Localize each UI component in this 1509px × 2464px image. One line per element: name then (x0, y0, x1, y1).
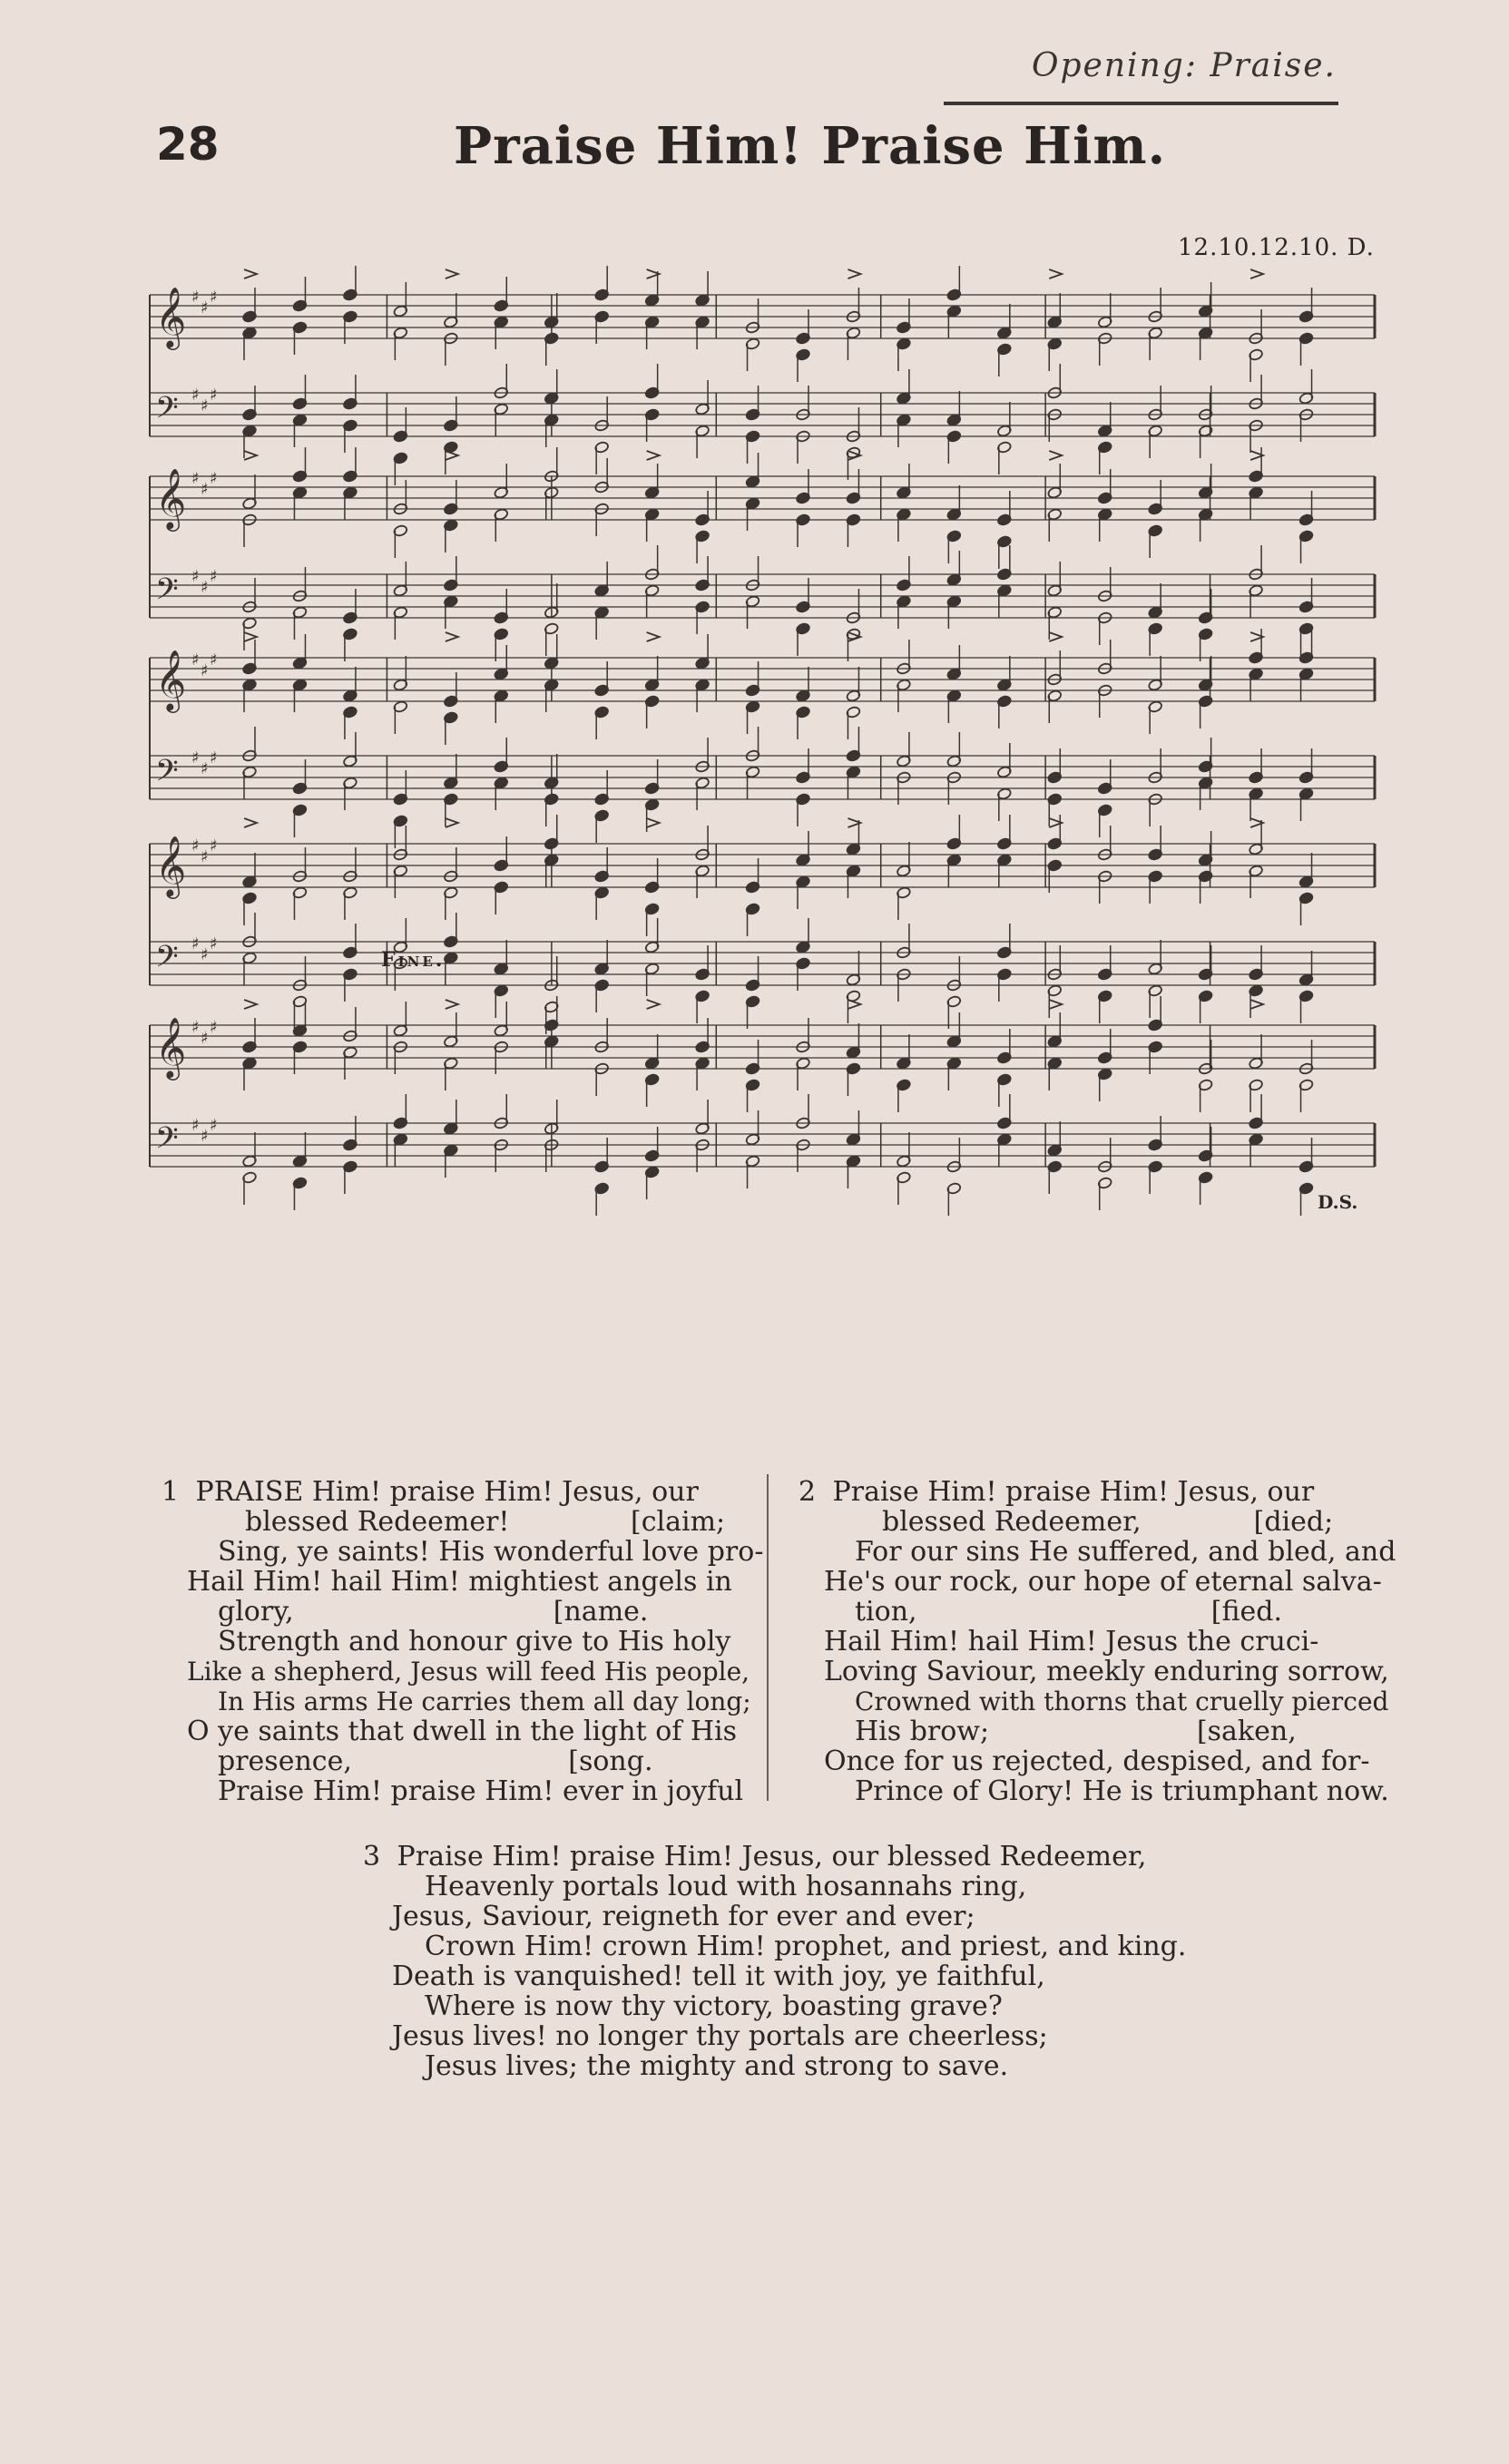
sharp-icon: ♯ (210, 386, 218, 405)
hymn-number: 28 (156, 118, 220, 171)
sharp-icon: ♯ (191, 469, 200, 488)
treble-clef-icon: 𝄞 (155, 835, 187, 896)
verse-line: His brow; [saken, (855, 1716, 1297, 1747)
verse-2 (799, 1476, 1396, 1807)
accent-mark (647, 1000, 660, 1009)
sharp-icon: ♯ (201, 661, 209, 680)
verse-3 (363, 1842, 1270, 2081)
sharp-icon: ♯ (210, 836, 218, 856)
sharp-icon: ♯ (210, 650, 218, 670)
ds-label: D.S. (1318, 1191, 1358, 1213)
accent-mark (647, 632, 660, 641)
verse-line: presence, [song. (218, 1745, 653, 1777)
bass-clef-icon: 𝄢 (155, 1121, 179, 1163)
sharp-icon: ♯ (191, 288, 200, 307)
verse-line: blessed Redeemer! [claim; (245, 1506, 726, 1538)
meter-label: 12.10.12.10. D. (1178, 234, 1375, 261)
accent-mark (647, 818, 660, 827)
verse-line (162, 1477, 742, 1507)
verse-line: Praise Him! praise Him! ever in joyful (218, 1775, 744, 1807)
accent-mark (1049, 451, 1062, 460)
verse-line: Jesus, Saviour, reigneth for ever and ever; (392, 1901, 975, 1932)
verse-line: Hail Him! hail Him! Jesus the cruci- (824, 1626, 1319, 1657)
accent-mark (446, 818, 458, 827)
sharp-icon: ♯ (191, 934, 200, 953)
sharp-icon: ♯ (191, 1116, 200, 1135)
accent-mark (1250, 269, 1263, 279)
verse-text: Praise Him! praise Him! Jesus, our blessed Redeemer, (397, 1841, 1147, 1872)
verse-line: Jesus lives! no longer thy portals are cheerless; (392, 2020, 1048, 2052)
bass-clef-icon: 𝄢 (155, 572, 179, 614)
verse-line (363, 1842, 1270, 1872)
sharp-icon: ♯ (201, 759, 209, 778)
accent-mark (1250, 1000, 1263, 1009)
verse-line: Loving Saviour, meekly enduring sorrow, (824, 1656, 1389, 1687)
sharp-icon: ♯ (201, 847, 209, 866)
sharp-icon: ♯ (191, 386, 200, 405)
sharp-icon: ♯ (210, 567, 218, 586)
sharp-icon: ♯ (210, 748, 218, 768)
verse-line: O ye saints that dwell in the light of His (187, 1716, 738, 1747)
verse-line: Prince of Glory! He is triumphant now. (855, 1775, 1389, 1807)
sharp-icon: ♯ (191, 1018, 200, 1037)
accent-mark (446, 1000, 458, 1009)
verse-line: He's our rock, our hope of eternal salva- (824, 1566, 1382, 1598)
section-heading: Opening: Praise. (1032, 47, 1337, 84)
sharp-icon: ♯ (210, 934, 218, 953)
sharp-icon: ♯ (201, 480, 209, 499)
treble-clef-icon: 𝄞 (155, 1016, 187, 1078)
sharp-icon: ♯ (201, 945, 209, 964)
treble-clef-icon: 𝄞 (155, 467, 187, 529)
verse-line: For our sins He suffered, and bled, and (855, 1536, 1396, 1568)
verse-line: Like a shepherd, Jesus will feed His people, (187, 1657, 750, 1687)
accent-mark (1049, 269, 1062, 279)
sharp-icon: ♯ (191, 836, 200, 856)
verse-line: Once for us rejected, despised, and for- (824, 1745, 1370, 1777)
sharp-icon: ♯ (201, 1029, 209, 1048)
sharp-icon: ♯ (191, 748, 200, 768)
verse-line: Death is vanquished! tell it with joy, ye faithful, (392, 1960, 1045, 1992)
sharp-icon: ♯ (191, 567, 200, 586)
verse-line: blessed Redeemer, [died; (882, 1506, 1334, 1538)
bass-clef-icon: 𝄢 (155, 391, 179, 433)
accent-mark (1049, 632, 1062, 641)
verse-text: Praise Him! praise Him! Jesus, our (832, 1476, 1315, 1508)
verse-line: Heavenly portals loud with hosannahs ring, (425, 1871, 1027, 1902)
sharp-icon: ♯ (210, 469, 218, 488)
sharp-icon: ♯ (210, 1018, 218, 1037)
accent-mark (244, 818, 257, 827)
treble-clef-icon: 𝄞 (155, 286, 187, 347)
accent-mark (446, 632, 458, 641)
verse-line: glory, [name. (218, 1596, 649, 1628)
verse-number: 3 (363, 1841, 381, 1872)
sharp-icon: ♯ (201, 578, 209, 597)
sharp-icon: ♯ (201, 298, 209, 318)
sharp-icon: ♯ (191, 650, 200, 670)
accent-mark (647, 451, 660, 460)
verse-line: Where is now thy victory, boasting grave? (425, 1990, 1003, 2022)
accent-mark (244, 269, 257, 279)
verse-line: Crown Him! crown Him! prophet, and priest, and king. (425, 1931, 1187, 1962)
accent-mark (848, 269, 860, 279)
accent-mark (244, 1000, 257, 1009)
accent-mark (244, 451, 257, 460)
verse-number: 1 (162, 1476, 180, 1508)
accent-mark (446, 269, 458, 279)
sharp-icon: ♯ (210, 1116, 218, 1135)
bass-clef-icon: 𝄢 (155, 940, 179, 982)
verse-text: PRAISE Him! praise Him! Jesus, our (195, 1476, 699, 1508)
verse-line: Jesus lives; the mighty and strong to save. (425, 2050, 1009, 2082)
sharp-icon: ♯ (210, 288, 218, 307)
verse-1 (162, 1476, 764, 1807)
sharp-icon: ♯ (201, 1127, 209, 1146)
section-rule (944, 102, 1338, 105)
treble-clef-icon: 𝄞 (155, 649, 187, 710)
column-divider (767, 1474, 769, 1801)
verse-number: 2 (799, 1476, 817, 1508)
music-score (145, 263, 1384, 1424)
bass-clef-icon: 𝄢 (155, 754, 179, 796)
fine-label: Fine. (381, 948, 446, 972)
verse-line: Strength and honour give to His holy (218, 1626, 731, 1657)
sharp-icon: ♯ (201, 396, 209, 416)
hymn-title: Praise Him! Praise Him. (454, 116, 1167, 176)
verse-line: Sing, ye saints! His wonderful love pro- (218, 1536, 764, 1568)
verse-line: Hail Him! hail Him! mightiest angels in (187, 1566, 732, 1598)
verse-line: tion, [fied. (855, 1596, 1283, 1628)
verse-line (799, 1477, 1379, 1507)
accent-mark (1049, 1000, 1062, 1009)
verse-line: In His arms He carries them all day long; (218, 1687, 751, 1716)
verse-line: Crowned with thorns that cruelly pierced (855, 1687, 1389, 1716)
